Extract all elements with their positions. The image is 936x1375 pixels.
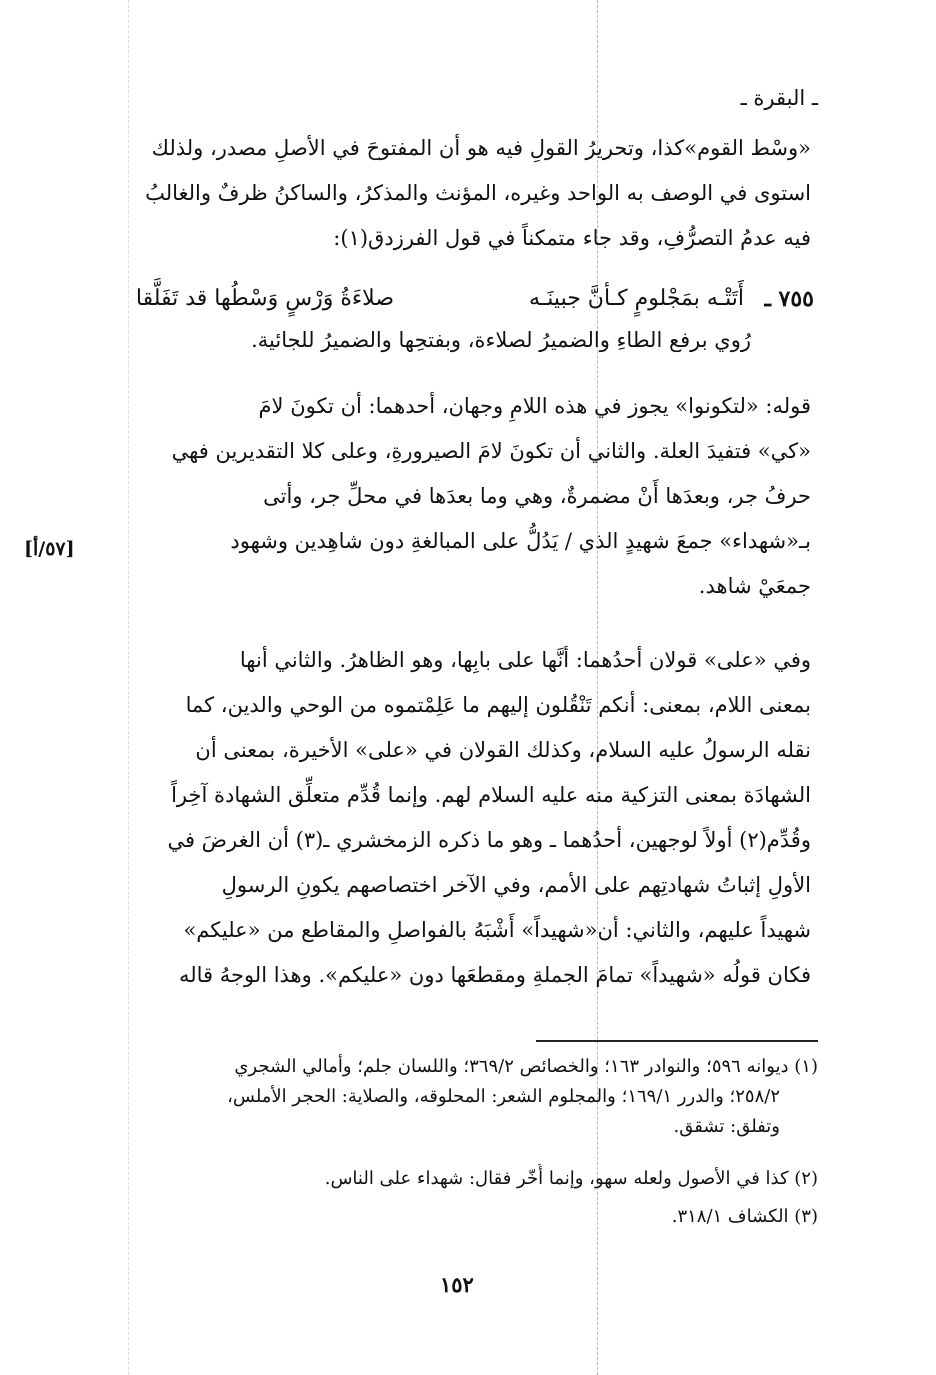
- page-number: ١٥٢: [440, 1272, 474, 1297]
- text-line: «كي» فتفيدَ العلة. والثاني أن تكونَ لامَ الصيرورةِ، وعلى كلا التقديرين فهي: [171, 439, 811, 463]
- text-line: قوله: «لتكونوا» يجوز في هذه اللامِ وجهان، أحدهما: أن تكونَ لامَ: [258, 394, 811, 418]
- text-line: شهيداً عليهم، والثاني: أن«شهيداً» أَشْبَهُ بالفواصلِ والمقاطع من «عليكم»: [183, 918, 811, 942]
- text-line: الأولِ إثباتُ شهادتِهم على الأمم، وفي الآخر اختصاصهم يكونِ الرسولِ: [221, 873, 811, 897]
- text-line: بمعنى اللام، بمعنى: أنكم تَنْقُلون إليهم ما عَلِمْتموه من الوحي والدين، كما: [185, 693, 811, 717]
- footnote-line: (٢) كذا في الأصول ولعله سهو، وإنما أُخّر فقال: شهداء على الناس.: [324, 1168, 818, 1189]
- text-line: الشهادَة بمعنى التزكية منه عليه السلام لهم. وإنما قُدِّم متعلِّق الشهادة آخِراً: [171, 783, 811, 807]
- running-header: ـ البقرة ـ: [740, 86, 818, 110]
- footnote-3: [118, 1202, 818, 1232]
- text-line: وقُدِّم(٢) أولاً لوجهين، أحدُهما ـ وهو ما ذكره الزمخشري ـ(٣) أن الغرضَ في: [167, 828, 811, 852]
- footnote-1: [118, 1052, 818, 1142]
- verse-second-hemistich: صلاءَةُ وَرْسٍ وَسْطُها قد تَفَلَّقا: [135, 286, 394, 311]
- text-line: استوى في الوصف به الواحد وغيره، المؤنث والمذكرُ، والساكنُ ظرفٌ والغالبُ: [145, 181, 811, 205]
- text-line: وفي «على» قولان أحدُهما: أنَّها على بابِها، وهو الظاهرُ. والثاني أنها: [239, 648, 811, 672]
- paragraph-3: [121, 638, 811, 998]
- verse-number: ٧٥٥ ـ: [764, 286, 814, 312]
- text-line: بـ«شهداء» جمعَ شهيدٍ الذي / يَدُلُّ على المبالغةِ دون شاهِدين وشهود: [230, 529, 811, 553]
- text-line: نقله الرسولُ عليه السلام، وكذلك القولان في «على» الأخيرة، بمعنى أن: [195, 738, 811, 762]
- footnote-separator: [536, 1040, 818, 1042]
- text-line: «وسْط القوم»كذا، وتحريرُ القولِ فيه هو أن المفتوحَ في الأصلِ مصدر، ولذلك: [151, 136, 811, 160]
- text-line: فيه عدمُ التصرُّفِ، وقد جاء متمكناً في قول الفرزدق(١):: [333, 226, 811, 250]
- text-line: فكان قولُه «شهيداً» تمامَ الجملةِ ومقطعَها دون «عليكم». وهذا الوجهُ قاله: [178, 963, 811, 987]
- verse-first-hemistich: أَتَتْـه بمَجْلومٍ كـأنَّ جبينَـه: [529, 286, 744, 311]
- footnote-2: [118, 1164, 818, 1194]
- footnote-line: ٢٥٨/٢؛ والدرر ١٦٩/١؛ والمجلوم الشعر: المحلوقه، والصلاية: الحجر الأملس،: [227, 1086, 780, 1107]
- text-line: حرفُ جر، وبعدَها أَنْ مضمرةٌ، وهي وما بعدَها في محلِّ جر، وأتى: [263, 484, 811, 508]
- footnote-line: (٣) الكشاف ٣١٨/١.: [671, 1206, 818, 1227]
- paragraph-2: [121, 384, 811, 609]
- manuscript-folio-marker: [٥٧/أ]: [24, 538, 75, 560]
- text-line: جمعَيْ شاهد.: [698, 574, 811, 598]
- poetry-verse: [114, 278, 814, 323]
- footnote-line: (١) ديوانه ٥٩٦؛ والنوادر ١٦٣؛ والخصائص ٣٦٩/٢؛ واللسان جلم؛ وأمالي الشجري: [234, 1056, 818, 1077]
- verse-note: رُوي برفع الطاءِ والضميرُ لصلاءة، وبفتحِها والضميرُ للجائية.: [251, 328, 751, 352]
- paragraph-1: [121, 126, 811, 261]
- footnote-line: وتفلق: تشقق.: [673, 1116, 780, 1137]
